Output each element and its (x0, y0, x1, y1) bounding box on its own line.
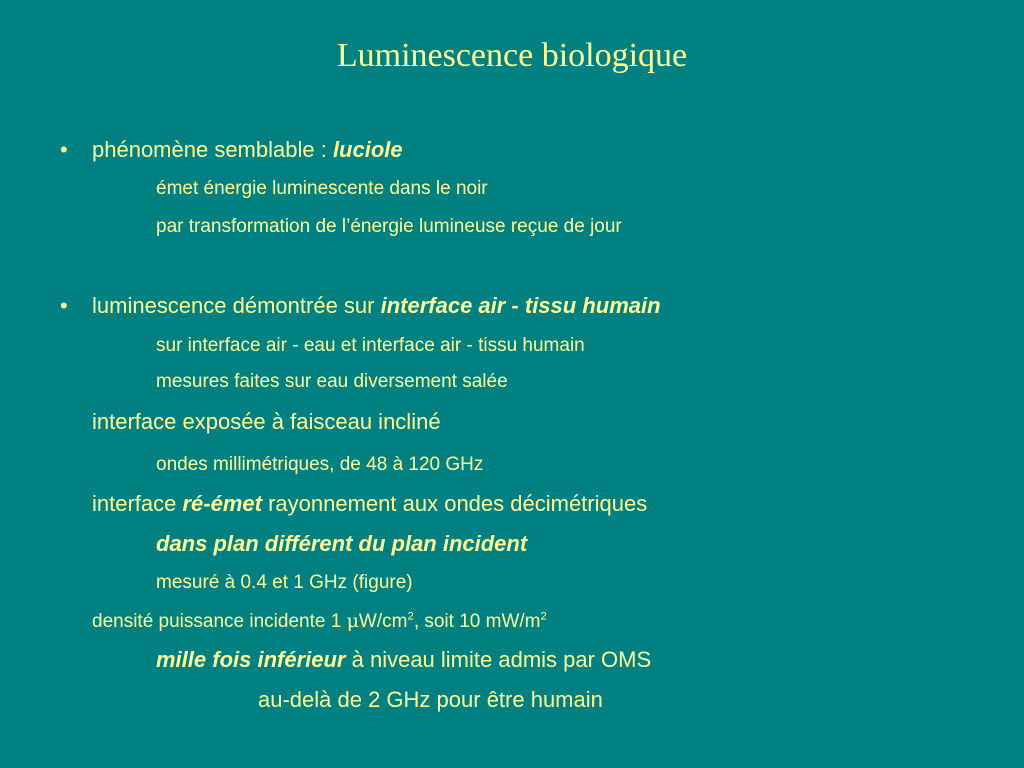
line-reemet-emphasis: ré-émet (182, 491, 262, 516)
bullet-1-text: phénomène semblable : (92, 137, 333, 162)
bullet-marker: • (60, 137, 68, 162)
line-reemet (92, 490, 647, 518)
line-densite-pre: densité puissance incidente 1 (92, 611, 347, 632)
bullet-marker: • (60, 293, 68, 318)
line-au-dela: au-delà de 2 GHz pour être humain (258, 687, 603, 712)
line-mesure: mesuré à 0.4 et 1 GHz (figure) (156, 572, 413, 593)
superscript: 2 (407, 610, 414, 623)
line-reemet-post: rayonnement aux ondes décimétriques (261, 491, 648, 516)
line-densite-unit: W/cm (358, 611, 408, 632)
line-mille-fois (156, 646, 651, 674)
bullet-2-emphasis: interface air - tissu humain (380, 293, 661, 318)
superscript: 2 (540, 610, 547, 623)
line-interface-exposee: interface exposée à faisceau incliné (92, 409, 441, 434)
line-reemet-pre: interface (92, 491, 183, 516)
mu-symbol: μ (346, 610, 359, 632)
bullet-1-sub-1: émet énergie luminescente dans le noir (156, 178, 488, 199)
bullet-2-text: luminescence démontrée sur (92, 293, 381, 318)
bullet-2-sub-1: sur interface air - eau et interface air - tissu humain (156, 335, 585, 356)
bullet-1 (92, 136, 403, 164)
line-densite-mid: , soit 10 mW/m (413, 611, 541, 632)
slide-title: Luminescence biologique (336, 37, 688, 74)
bullet-1-sub-2: par transformation de l’énergie lumineuse reçue de jour (156, 216, 622, 237)
line-plan-different: dans plan différent du plan incident (156, 531, 528, 556)
bullet-1-emphasis: luciole (332, 137, 403, 162)
line-mille-fois-emphasis: mille fois inférieur (156, 647, 346, 672)
line-densite (92, 607, 547, 636)
line-ondes-millimetriques: ondes millimétriques, de 48 à 120 GHz (156, 454, 484, 475)
line-mille-fois-post: à niveau limite admis par OMS (345, 647, 652, 672)
bullet-2-sub-2: mesures faites sur eau diversement salée (156, 371, 508, 392)
bullet-2 (92, 292, 661, 320)
